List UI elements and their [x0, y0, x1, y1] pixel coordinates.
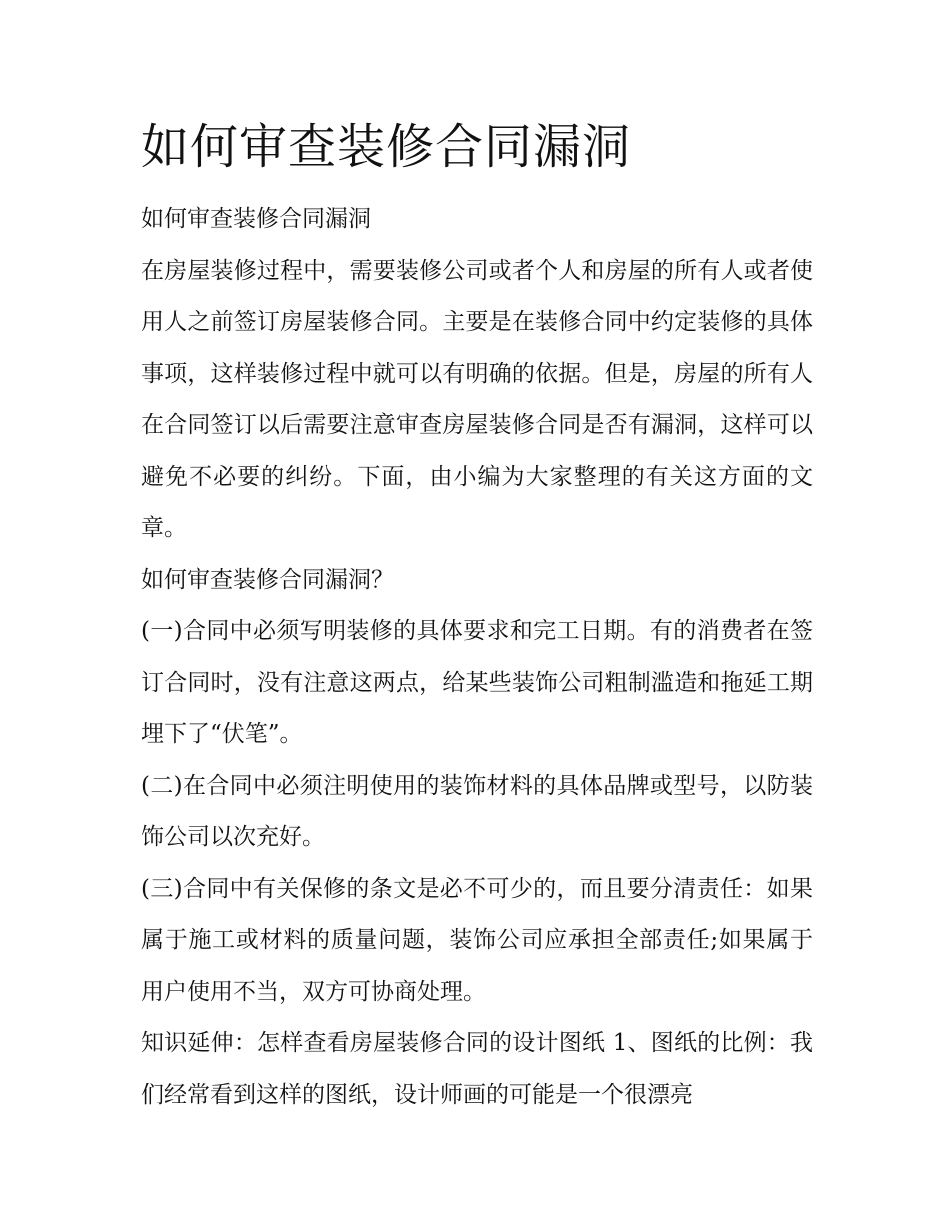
paragraph-extension: 知识延伸：怎样查看房屋装修合同的设计图纸 1、图纸的比例：我们经常看到这样的图纸，设计师画的可能是一个很漂亮	[141, 1030, 813, 1108]
paragraph-point-1: (一)合同中必须写明装修的具体要求和完工日期。有的消费者在签订合同时，没有注意这两点，给某些装饰公司粗制滥造和拖延工期埋下了“伏笔”。	[141, 618, 813, 747]
paragraph-question: 如何审查装修合同漏洞？	[141, 566, 394, 593]
paragraph-point-2: (二)在合同中必须注明使用的装饰材料的具体品牌或型号，以防装饰公司以次充好。	[141, 772, 813, 850]
paragraph-point-3: (三)合同中有关保修的条文是必不可少的，而且要分清责任：如果属于施工或材料的质量问题，装饰公司应承担全部责任;如果属于用户使用不当，双方可协商处理。	[141, 875, 813, 1005]
paragraph-subtitle: 如何审查装修合同漏洞	[141, 206, 371, 232]
paragraph-intro: 在房屋装修过程中，需要装修公司或者个人和房屋的所有人或者使用人之前签订房屋装修合同。主要是在装修合同中约定装修的具体事项，这样装修过程中就可以有明确的依据。但是，房屋的所有人在合同签订以后需要注意审查房屋装修合同是否有漏洞，这样可以避免不必要的纠纷。下面，由小编为大家整理的有关这方面的文章。	[141, 257, 813, 541]
document-page	[141, 112, 813, 1121]
document-title: 如何审查装修合同漏洞	[141, 119, 632, 175]
